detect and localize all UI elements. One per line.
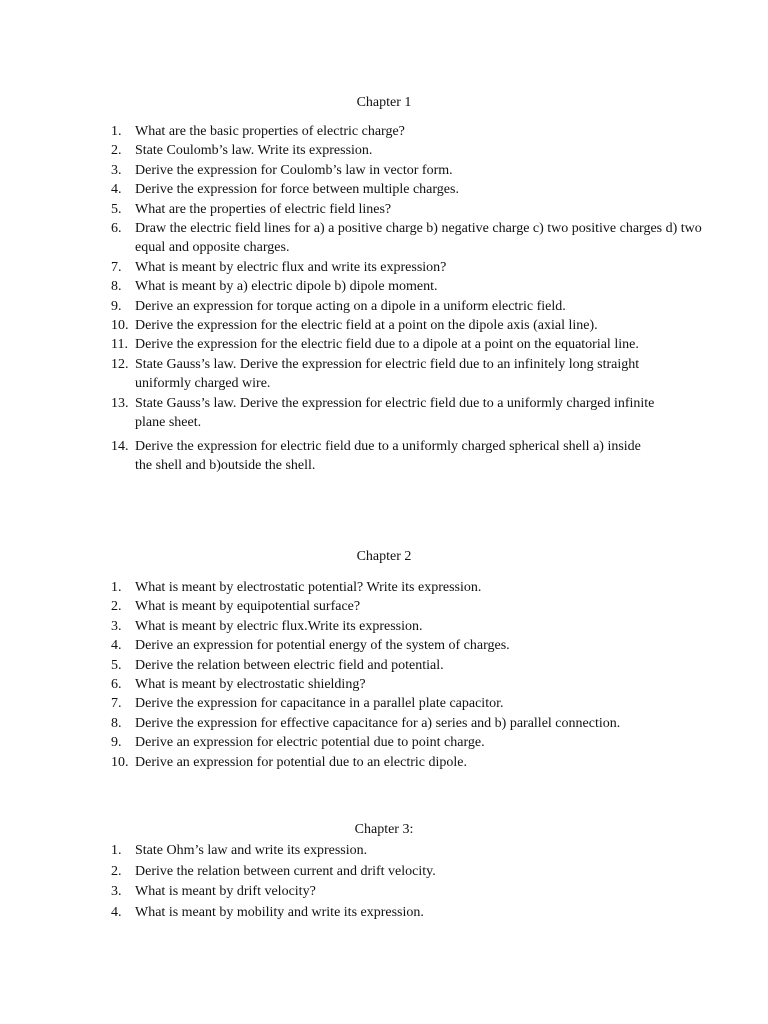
question-text: Derive an expression for potential energy of the system of charges. [135, 638, 510, 654]
list-item [111, 316, 711, 335]
question-text: State Ohm’s law and write its expression. [135, 843, 368, 858]
item-number: 3. [111, 618, 122, 634]
list-item [111, 180, 711, 199]
question-text: Derive an expression for electric potential due to point charge. [135, 735, 485, 751]
question-text: What is meant by electrostatic potential? Write its expression. [135, 580, 482, 595]
chapter-3-title: Chapter 3: [354, 822, 414, 837]
question-text: Derive the expression for force between multiple charges. [135, 182, 459, 198]
list-item [111, 437, 711, 476]
item-number: 10. [111, 754, 129, 770]
item-number: 7. [111, 696, 122, 712]
question-text: Derive the expression for the electric field at a point on the dipole axis (axial line). [135, 318, 598, 334]
list-item [111, 862, 711, 883]
list-item [111, 355, 711, 394]
item-number: 7. [111, 259, 122, 275]
question-text: Derive the expression for Coulomb’s law in vector form. [135, 162, 453, 178]
question-text: Draw the electric field lines for a) a positive charge b) negative charge c) two positive charges d) two equal and opposite charges. [135, 221, 702, 256]
list-item [111, 903, 711, 924]
item-number: 2. [111, 599, 122, 615]
question-text: What is meant by a) electric dipole b) dipole moment. [135, 279, 438, 295]
chapter-1-title: Chapter 1 [356, 95, 412, 110]
list-item [111, 258, 711, 277]
list-item [111, 714, 711, 733]
list-item [111, 394, 711, 433]
chapter-1-questions [111, 122, 711, 475]
item-number: 14. [111, 438, 129, 454]
list-item [111, 636, 711, 655]
list-item [111, 841, 711, 862]
item-number: 5. [111, 201, 122, 217]
item-number: 1. [111, 580, 122, 595]
item-number: 5. [111, 657, 122, 673]
item-number: 4. [111, 182, 122, 198]
question-text: Derive the relation between electric field and potential. [135, 657, 444, 673]
list-item [111, 733, 711, 752]
list-item [111, 297, 711, 316]
list-item [111, 882, 711, 903]
list-item [111, 200, 711, 219]
item-number: 4. [111, 904, 122, 920]
item-number: 13. [111, 395, 129, 411]
item-number: 3. [111, 884, 122, 899]
question-text: What are the basic properties of electric charge? [135, 124, 405, 139]
question-text: Derive an expression for torque acting on a dipole in a uniform electric field. [135, 298, 566, 314]
item-number: 8. [111, 715, 122, 731]
item-number: 1. [111, 843, 122, 858]
item-number: 1. [111, 124, 122, 139]
question-text: Derive the relation between current and drift velocity. [135, 863, 436, 879]
item-number: 6. [111, 221, 122, 237]
list-item [111, 597, 711, 616]
question-text: State Coulomb’s law. Write its expression. [135, 143, 373, 159]
list-item [111, 122, 711, 141]
list-item [111, 219, 711, 258]
list-item [111, 277, 711, 296]
chapter-3-questions [111, 841, 711, 923]
item-number: 4. [111, 638, 122, 654]
list-item [111, 656, 711, 675]
list-item [111, 578, 711, 597]
question-text: Derive the expression for electric field due to a uniformly charged spherical shell a) inside the shell and b)outside the shell. [135, 438, 641, 473]
chapter-2-questions [111, 578, 711, 772]
item-number: 8. [111, 279, 122, 295]
list-item [111, 161, 711, 180]
item-number: 11. [111, 337, 128, 353]
question-text: Derive the expression for the electric field due to a dipole at a point on the equatorial line. [135, 337, 639, 353]
chapter-2-title: Chapter 2 [356, 549, 412, 564]
list-item [111, 675, 711, 694]
item-number: 12. [111, 356, 129, 372]
item-number: 2. [111, 143, 122, 159]
list-item [111, 141, 711, 160]
question-text: Derive the expression for effective capacitance for a) series and b) parallel connection. [135, 715, 621, 731]
list-item [111, 335, 711, 354]
item-number: 3. [111, 162, 122, 178]
question-text: What is meant by mobility and write its expression. [135, 904, 424, 920]
question-text: State Gauss’s law. Derive the expression for electric field due to an infinitely long straight uniformly charged wire. [135, 356, 640, 392]
item-number: 6. [111, 677, 122, 693]
list-item [111, 617, 711, 636]
item-number: 9. [111, 735, 122, 751]
list-item [111, 694, 711, 713]
item-number: 9. [111, 298, 122, 314]
question-text: State Gauss’s law. Derive the expression for electric field due to a uniformly charged infinite plane sheet. [135, 395, 655, 431]
question-text: What is meant by electric flux and write its expression? [135, 259, 447, 275]
question-text: What is meant by electric flux.Write its expression. [135, 618, 423, 634]
question-text: Derive an expression for potential due to an electric dipole. [135, 754, 467, 770]
question-text: What is meant by electrostatic shielding? [135, 677, 366, 693]
question-text: What is meant by equipotential surface? [135, 599, 361, 615]
item-number: 10. [111, 318, 129, 334]
question-text: What is meant by drift velocity? [135, 884, 316, 899]
list-item [111, 753, 711, 772]
question-text: Derive the expression for capacitance in a parallel plate capacitor. [135, 696, 504, 712]
item-number: 2. [111, 863, 122, 879]
question-text: What are the properties of electric field lines? [135, 201, 392, 217]
